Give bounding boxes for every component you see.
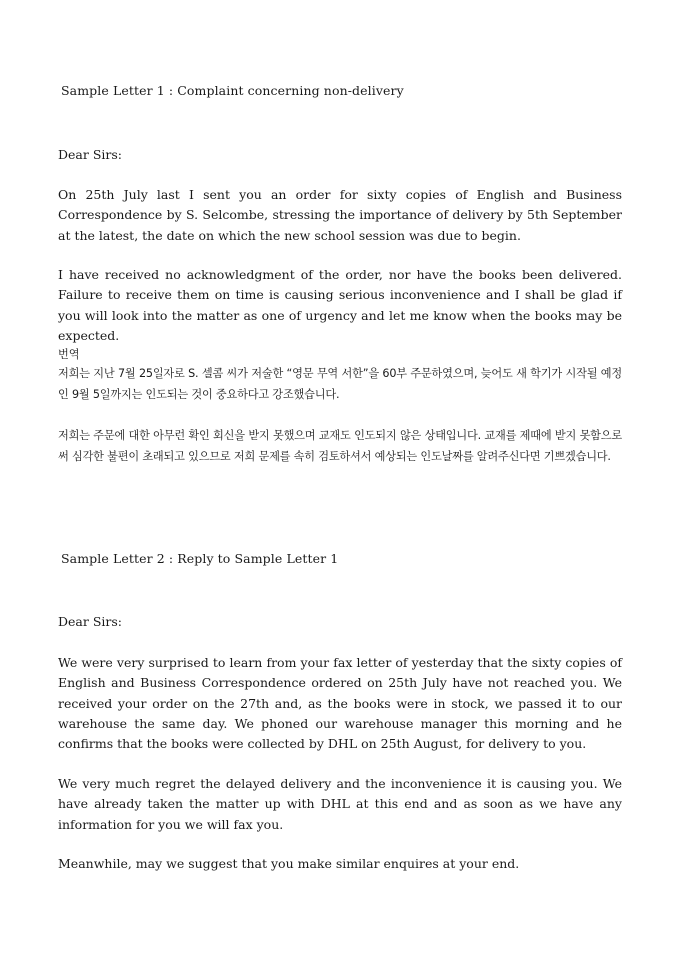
letter1-salutation: Dear Sirs: xyxy=(58,147,122,162)
translation-paragraph-1: 저희는 지난 7월 25일자로 S. 셀콤 씨가 저술한 “영문 무역 서한”을 60부 주문하였으며, 늦어도 새 학기가 시작될 예정인 9월 5일까지는 인도되는 것이 중요하다고 강조했습니다. xyxy=(58,367,622,401)
letter2-paragraph-3: Meanwhile, may we suggest that you make similar enquires at your end. xyxy=(58,856,520,871)
letter1-paragraph-1: On 25th July last I sent you an order for sixty copies of English and Business Correspondence by S. Selcombe, stressing the importance of delivery by 5th September at the latest, the date on which the new school session was due to begin. xyxy=(58,187,622,243)
letter2-paragraph-2: We very much regret the delayed delivery and the inconvenience it is causing you. We have already taken the matter up with DHL at this end and as soon as we have any information for you we will fax you. xyxy=(58,776,622,832)
translation-label: 번역 xyxy=(58,348,80,361)
letter2-salutation: Dear Sirs: xyxy=(58,614,122,629)
letter1-heading: Sample Letter 1 : Complaint concerning non-delivery xyxy=(61,83,404,98)
letter2-paragraph-1: We were very surprised to learn from your fax letter of yesterday that the sixty copies of English and Business Correspondence ordered on 25th July have not reached you. We received your order on the 27th and, as the books were in stock, we passed it to our warehouse the same day. We phoned our warehouse manager this morning and he confirms that the books were collected by DHL on 25th August, for delivery to you. xyxy=(58,655,622,752)
letter2-heading: Sample Letter 2 : Reply to Sample Letter 1 xyxy=(61,551,339,566)
translation-paragraph-2: 저희는 주문에 대한 아무런 확인 회신을 받지 못했으며 교재도 인도되지 않은 상태입니다. 교재를 제때에 받지 못함으로써 심각한 불편이 초래되고 있으므로 저희 문제를 속히 검토하셔서 예상되는 인도날짜를 알려주신다면 기쁘겠습니다. xyxy=(58,429,622,463)
letter1-paragraph-2: I have received no acknowledgment of the order, nor have the books been delivered. Failure to receive them on time is causing serious inconvenience and I shall be glad if you will look into the matter as one of urgency and let me know when the books may be expected. xyxy=(58,267,622,343)
